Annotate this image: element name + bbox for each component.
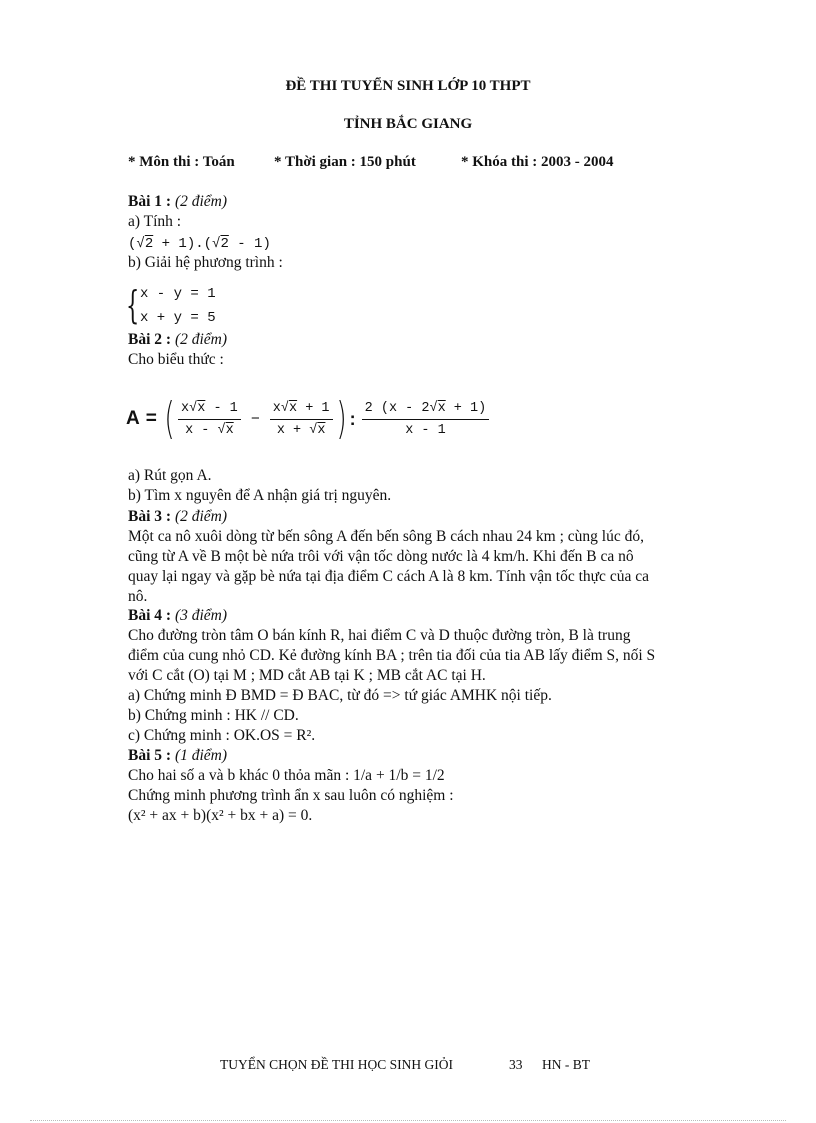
fraction-1-num: x√x - 1 bbox=[178, 401, 241, 420]
left-paren: ( bbox=[164, 393, 175, 444]
sqrt-symbol: √ bbox=[136, 236, 145, 252]
expr-end: - 1) bbox=[228, 236, 271, 252]
fraction-3-den: x - 1 bbox=[405, 422, 446, 438]
bai4-text-line: điểm của cung nhỏ CD. Kẻ đường kính BA ; trên tia đối của tia AB lấy điểm S, nối S bbox=[128, 647, 656, 664]
bai1-expression bbox=[128, 236, 271, 252]
bai5-label: Bài 5 : bbox=[128, 747, 172, 764]
expr-radicand-2: 2 bbox=[220, 236, 229, 252]
bai1-label: Bài 1 : bbox=[128, 193, 172, 210]
formula-var-A: A bbox=[126, 408, 140, 429]
equals-sign: = bbox=[145, 408, 157, 429]
fraction-1-den: x - √x bbox=[185, 422, 234, 438]
bai1-part-a: a) Tính : bbox=[128, 213, 182, 230]
bai4-points: (3 điểm) bbox=[174, 607, 228, 624]
fraction-2-den: x + √x bbox=[276, 422, 326, 438]
sqrt-symbol: √ bbox=[212, 236, 221, 252]
fraction-1 bbox=[178, 401, 241, 438]
bai2-heading bbox=[128, 331, 227, 349]
bai3-points: (2 điểm) bbox=[174, 508, 228, 525]
exam-title: ĐỀ THI TUYỂN SINH LỚP 10 THPT bbox=[285, 78, 531, 94]
bai1-points: (2 điểm) bbox=[174, 193, 228, 210]
bai4-text-line: Cho đường tròn tâm O bán kính R, hai điểm C và D thuộc đường tròn, B là trung bbox=[128, 627, 631, 644]
bai1-part-b: b) Giải hệ phương trình : bbox=[128, 254, 283, 271]
minus-sign: − bbox=[250, 410, 260, 428]
bai5-points: (1 điểm) bbox=[174, 747, 228, 764]
bai5-text-line: (x² + ax + b)(x² + bx + a) = 0. bbox=[128, 807, 313, 824]
bai2-part-b: b) Tìm x nguyên để A nhận giá trị nguyên. bbox=[128, 487, 392, 504]
system-eq1: x - y = 1 bbox=[140, 286, 216, 302]
bai3-heading bbox=[128, 508, 227, 526]
bai2-points: (2 điểm) bbox=[174, 331, 228, 348]
exam-year: * Khóa thi : 2003 - 2004 bbox=[461, 154, 614, 170]
fraction-2-num: x√x + 1 bbox=[270, 401, 333, 420]
bai4-text-line: với C cắt (O) tại M ; MD cắt AB tại K ; MB cắt AC tại H. bbox=[128, 667, 486, 684]
footer-collection: TUYỂN CHỌN ĐỀ THI HỌC SINH GIỎI bbox=[220, 1057, 453, 1072]
bai1-heading bbox=[128, 193, 227, 211]
bai2-label: Bài 2 : bbox=[128, 331, 172, 348]
exam-time: * Thời gian : 150 phút bbox=[274, 154, 416, 170]
bai4-part-a: a) Chứng minh Đ BMD = Đ BAC, từ đó => tứ giác AMHK nội tiếp. bbox=[128, 687, 552, 704]
bai3-text-line: Một ca nô xuôi dòng từ bến sông A đến bến sông B cách nhau 24 km ; cùng lúc đó, bbox=[128, 528, 644, 545]
exam-province: TỈNH BẮC GIANG bbox=[343, 116, 473, 132]
fraction-3 bbox=[362, 401, 490, 438]
bai2-intro: Cho biểu thức : bbox=[128, 351, 224, 368]
expr-mid: + 1).( bbox=[153, 236, 213, 252]
bai4-heading bbox=[128, 607, 227, 625]
bai5-text-line: Chứng minh phương trình ẩn x sau luôn có nghiệm : bbox=[128, 787, 454, 804]
bai4-part-b: b) Chứng minh : HK // CD. bbox=[128, 707, 299, 724]
right-paren: ) bbox=[335, 393, 347, 444]
bai3-text-line: cũng từ A về B một bè nứa trôi với vận tốc dòng nước là 4 km/h. Khi đến B ca nô bbox=[128, 548, 634, 565]
bai3-text-line: nô. bbox=[128, 588, 148, 605]
fraction-2 bbox=[270, 401, 333, 438]
bai3-text-line: quay lại ngay và gặp bè nứa tại địa điểm C cách A là 8 km. Tính vận tốc thực của ca bbox=[128, 568, 649, 585]
exam-subject: * Môn thi : Toán bbox=[128, 154, 235, 170]
footer-source: HN - BT bbox=[542, 1057, 590, 1072]
bai5-text-line: Cho hai số a và b khác 0 thỏa mãn : 1/a + 1/b = 1/2 bbox=[128, 767, 445, 784]
system-brace: { bbox=[126, 283, 140, 327]
bai4-label: Bài 4 : bbox=[128, 607, 172, 624]
fraction-3-num: 2 (x - 2√x + 1) bbox=[362, 401, 490, 420]
system-eq2: x + y = 5 bbox=[140, 310, 216, 326]
expr-radicand-1: 2 bbox=[144, 236, 154, 252]
bai5-heading bbox=[128, 747, 227, 765]
expr-open: ( bbox=[128, 236, 137, 252]
bai2-part-a: a) Rút gọn A. bbox=[128, 467, 212, 484]
bai4-part-c: c) Chứng minh : OK.OS = R². bbox=[128, 727, 316, 744]
page-bottom-divider bbox=[30, 1120, 786, 1121]
bai3-label: Bài 3 : bbox=[128, 508, 172, 525]
formula-A bbox=[126, 389, 489, 449]
division-colon: : bbox=[349, 408, 356, 429]
footer-page-number: 33 bbox=[509, 1057, 523, 1072]
